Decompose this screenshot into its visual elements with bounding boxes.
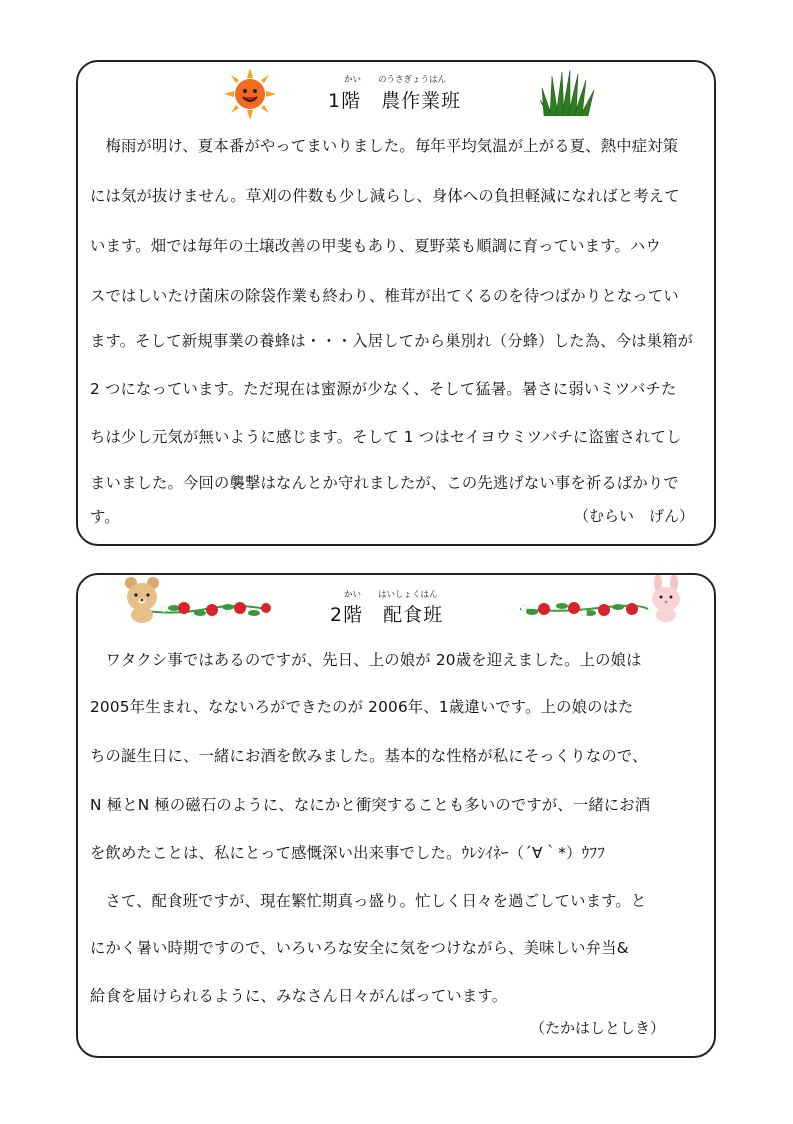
paragraph-line: にかく暑い時期ですので、いろいろな安全に気をつけながら、美味しい弁当&	[90, 939, 629, 957]
grass-icon	[540, 70, 596, 116]
paragraph-line: います。畑では毎年の土壌改善の甲斐もあり、夏野菜も順調に育っています。ハウ	[90, 237, 661, 255]
section-title: 2階 配食班	[330, 604, 444, 626]
paragraph-line: ます。そして新規事業の養蜂は・・・入居してから巣別れ（分蜂）した為、今は巣箱が	[90, 332, 694, 350]
rabbit-icon	[518, 575, 688, 623]
sun-icon	[224, 68, 276, 120]
section-title: 1階 農作業班	[328, 90, 462, 112]
paragraph-line: ちの誕生日に、一緒にお酒を飲みました。基本的な性格が私にそっくりなので、	[90, 747, 648, 765]
signature: （たかはしとしき）	[530, 1019, 666, 1037]
paragraph-line: スではしいたけ菌床の除袋作業も終わり、椎茸が出てくるのを待つばかりとなってい	[90, 287, 679, 305]
paragraph-line: まいました。今回の襲撃はなんとか守れましたが、この先逃げない事を祈るばかりで	[90, 474, 679, 492]
paragraph-line: 2005年生まれ、なないろができたのが 2006年、1歳違いです。上の娘のはた	[90, 698, 634, 716]
paragraph-line: す。	[90, 508, 120, 526]
title-ruby: かい のうさぎょうはん	[344, 75, 447, 85]
paragraph-line: ワタクシ事ではあるのですが、先日、上の娘が 20歳を迎えました。上の娘は	[90, 651, 642, 669]
paragraph-line: さて、配食班ですが、現在繁忙期真っ盛り。忙しく日々を過ごしています。と	[90, 892, 647, 910]
section-meal-team	[76, 573, 716, 1058]
paragraph-line: 梅雨が明け、夏本番がやってまいりました。毎年平均気温が上がる夏、熱中症対策	[90, 137, 679, 155]
paragraph-line: 給食を届けられるように、みなさん日々がんばっています。	[90, 987, 508, 1005]
paragraph-line: 2 つになっています。ただ現在は蜜源が少なく、そして猛暑。暑さに弱いミツバチた	[90, 380, 677, 398]
paragraph-line: N 極とN 極の磁石のように、なにかと衝突することも多いのですが、一緒にお酒	[90, 796, 651, 814]
paragraph-line: ちは少し元気が無いように感じます。そして 1 つはセイヨウミツバチに盗蜜されてし	[90, 428, 682, 446]
section-farm-team	[76, 60, 716, 546]
signature: （むらい げん）	[574, 507, 695, 525]
bear-icon	[116, 575, 276, 623]
paragraph-line: を飲めたことは、私にとって感慨深い出来事でした。ｳﾚｼｲﾈｰ（´∀｀*）ｳﾌﾌ	[90, 844, 606, 862]
title-ruby: かい はいしょくはん	[344, 590, 438, 600]
paragraph-line: には気が抜けません。草刈の件数も少し減らし、身体への負担軽減になればと考えて	[90, 187, 680, 205]
